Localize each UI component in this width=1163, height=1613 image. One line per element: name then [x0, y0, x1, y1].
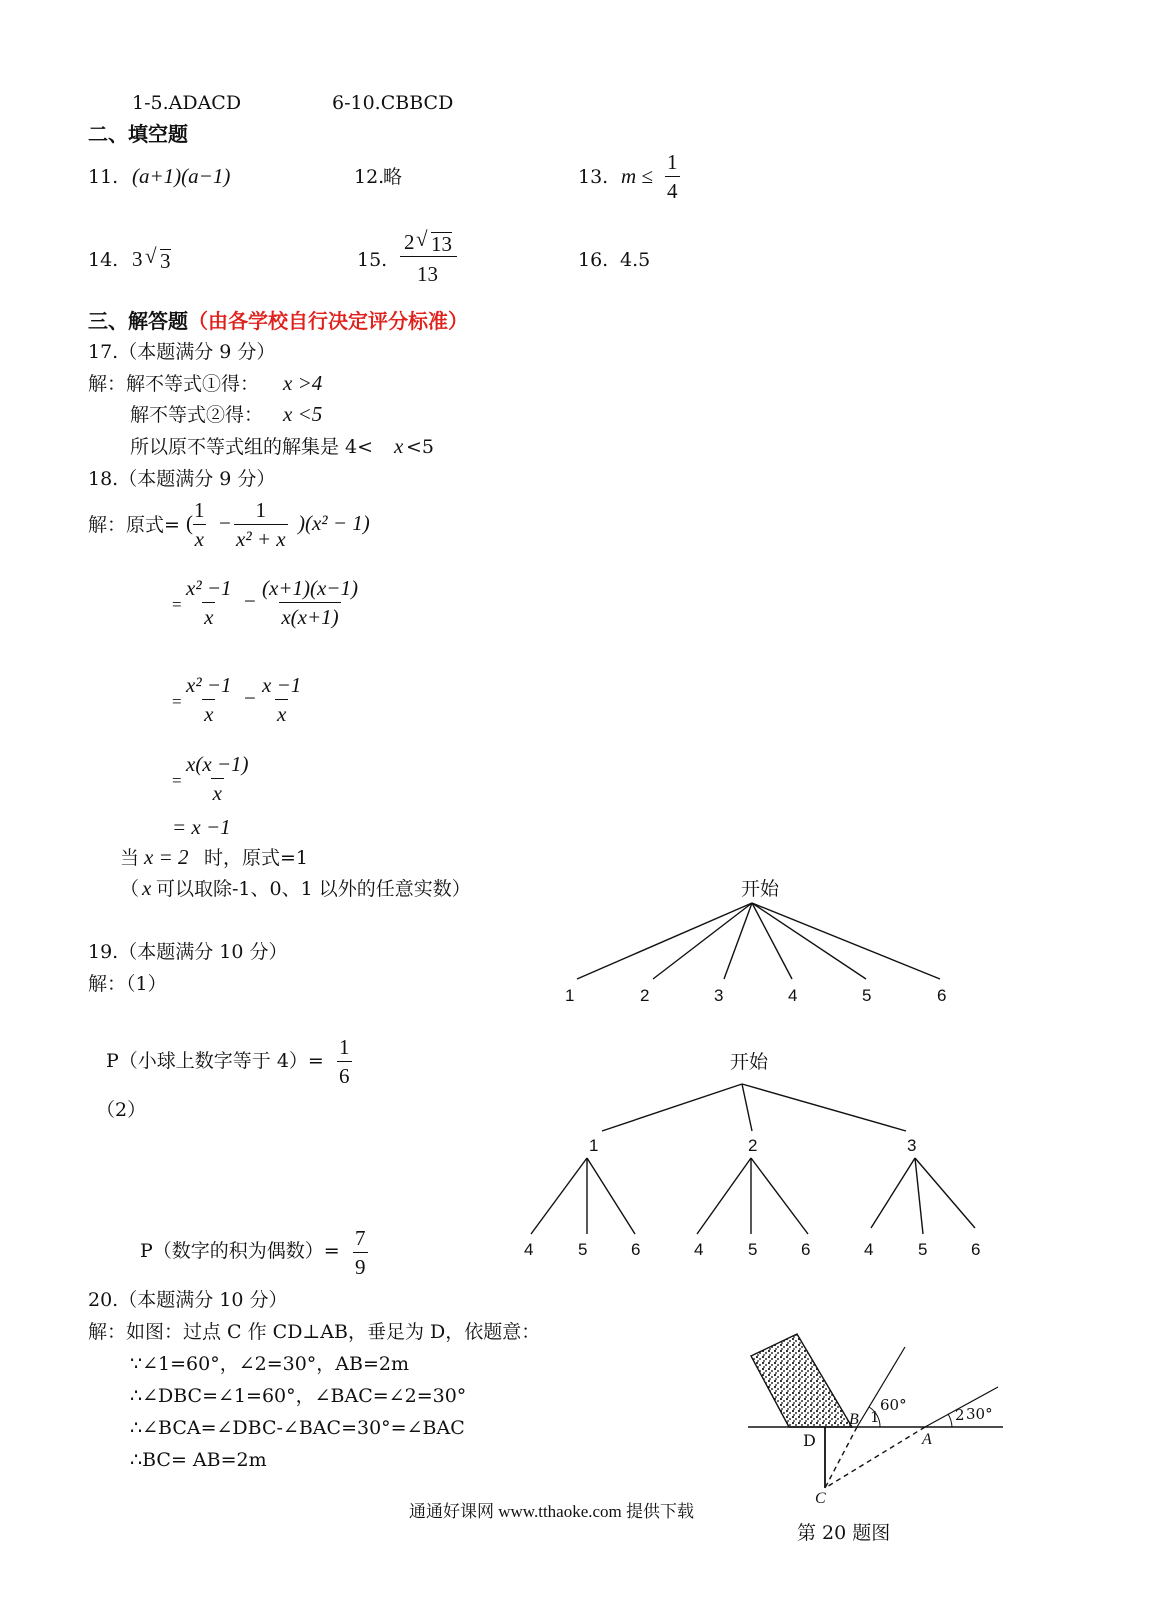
fig-label-c: C	[815, 1490, 826, 1507]
q14-number: 14.	[88, 249, 119, 271]
q18-step4-frac-num: x(x −1)	[186, 752, 249, 776]
tree1-leaf-1: 1	[565, 986, 575, 1005]
q13-number: 13.	[578, 166, 609, 188]
q18-step1-frac1-den: x	[193, 524, 206, 551]
q18-step1-frac1-num: 1	[194, 498, 205, 522]
q14-coefficient: 3	[132, 247, 143, 271]
q15-denominator: 13	[417, 262, 438, 286]
q18-step3-frac1-num: x² −1	[186, 673, 232, 697]
q17-line2: 解不等式②得：	[130, 404, 264, 426]
q18-step3-frac2-num: x −1	[262, 673, 302, 697]
q19-part2: （2）	[96, 1099, 147, 1121]
tree2-leaf-1-5: 5	[578, 1240, 588, 1259]
q16-number: 16.	[578, 249, 609, 271]
footer-text: 通通好课网 www.tthaoke.com 提供下载	[409, 1502, 695, 1521]
q18-step5: = x −1	[172, 815, 231, 839]
q18-prefix: 解：原式=	[88, 514, 180, 536]
tree1-root: 开始	[741, 878, 780, 900]
q17-line3: 所以原不等式组的解集是 4<	[130, 436, 374, 458]
fig-label-1: 1	[870, 1408, 880, 1426]
q20-title: 20.（本题满分 10 分）	[88, 1289, 288, 1311]
fig-label-d: D	[803, 1431, 816, 1450]
q17-line3-end: <5	[406, 436, 435, 458]
tree1-leaf-2: 2	[640, 986, 650, 1005]
tree2-leaf-3-4: 4	[864, 1240, 874, 1259]
shadow-block	[751, 1334, 852, 1427]
q19-title: 19.（本题满分 10 分）	[88, 941, 288, 963]
q18-step3-frac1-den: x	[202, 699, 215, 726]
q18-step1-frac2-num: 1	[255, 498, 267, 522]
fill-blank-heading: 二、填空题	[88, 122, 188, 146]
q11-answer: (a+1)(a−1)	[132, 164, 231, 188]
dashed-ac	[825, 1427, 925, 1488]
fig-angle-30: 30°	[966, 1405, 993, 1423]
q19-p1-den: 6	[337, 1061, 352, 1088]
tree2-leaf-3-6: 6	[971, 1240, 981, 1259]
solve-heading: 三、解答题	[88, 309, 188, 333]
tree2-leaf-2-6: 6	[801, 1240, 811, 1259]
fig-caption: 第 20 题图	[797, 1522, 891, 1544]
q12-number: 12.	[354, 166, 385, 188]
q18-step2-frac2-num: (x+1)(x−1)	[262, 576, 358, 600]
tree2-leaf-3-5: 5	[918, 1240, 928, 1259]
tree2-leaf-2-5: 5	[748, 1240, 758, 1259]
q19-p1-text: P（小球上数字等于 4）=	[106, 1050, 324, 1072]
q19-p2-text: P（数字的积为偶数）=	[140, 1240, 340, 1262]
q17-line3-var: x	[394, 434, 404, 458]
arc-angle-2	[948, 1414, 952, 1427]
q18-when-end: 时，原式=1	[204, 847, 309, 869]
tree1-leaf-5: 5	[862, 986, 872, 1005]
tree1-leaf-6: 6	[937, 986, 947, 1005]
tree2-root: 开始	[730, 1051, 769, 1073]
q20-line4: ∴∠BCA=∠DBC-∠BAC=30°=∠BAC	[130, 1417, 465, 1439]
grading-note: （由各学校自行决定评分标准）	[188, 309, 468, 333]
q18-step1-frac2-den: x² + x	[234, 524, 288, 551]
q20-line5: ∴BC= AB=2m	[130, 1449, 267, 1471]
fig-label-a: A	[922, 1431, 932, 1448]
q18-step1-minus: −	[219, 511, 231, 535]
q13-numerator: 1	[667, 150, 678, 174]
q18-step2-eq: =	[172, 595, 182, 614]
q18-step4-frac-den: x	[211, 778, 224, 805]
q20-line1: 解：如图：过点 C 作 CD⊥AB，垂足为 D，依题意：	[88, 1321, 541, 1343]
q15-coefficient: 2	[404, 230, 415, 254]
q18-step1-close: )(x² − 1)	[298, 511, 370, 535]
ray-60	[857, 1347, 905, 1427]
q18-step2-frac1-den: x	[202, 602, 215, 629]
q18-remark-var: x	[142, 876, 152, 900]
tree2-leaf-1-6: 6	[631, 1240, 641, 1259]
q17-line1-math: x >4	[283, 371, 323, 395]
q13-lhs: m ≤	[621, 164, 653, 188]
q18-step1-open: (	[186, 511, 193, 535]
fig-label-b: B	[849, 1411, 859, 1428]
q19-p1-num: 1	[339, 1035, 350, 1059]
q18-when-math: x = 2	[144, 845, 189, 869]
tree1-leaf-3: 3	[714, 986, 724, 1005]
q18-step2-minus: −	[244, 589, 256, 613]
q18-when: 当	[120, 847, 140, 869]
q18-remark-text: 可以取除-1、0、1 以外的任意实数）	[156, 878, 471, 900]
q16-answer: 4.5	[620, 249, 651, 271]
q18-step3-frac2-den: x	[275, 699, 288, 726]
q18-title: 18.（本题满分 9 分）	[88, 468, 276, 490]
q15-sqrt-symbol: √	[416, 227, 428, 251]
tree2-leaf-2-4: 4	[694, 1240, 704, 1259]
tree2-leaf-1-4: 4	[524, 1240, 534, 1259]
q11-number: 11.	[88, 166, 119, 188]
q17-line2-math: x <5	[283, 402, 323, 426]
tree1-leaf-4: 4	[788, 986, 798, 1005]
q13-denominator: 4	[665, 176, 680, 203]
q17-title: 17.（本题满分 9 分）	[88, 341, 276, 363]
q19-p2-num: 7	[355, 1226, 366, 1250]
mc-answers-6-10: 6-10.CBBCD	[332, 92, 454, 114]
q19-p2-den: 9	[353, 1252, 368, 1279]
q19-part1: 解：（1）	[88, 973, 167, 995]
q18-step2-frac1-num: x² −1	[186, 576, 232, 600]
q18-remark-open: （	[120, 878, 140, 900]
q12-answer: 略	[383, 166, 403, 188]
q18-step4-eq: =	[172, 771, 182, 790]
q15-radicand: 13	[431, 232, 452, 256]
fig-angle-60: 60°	[880, 1396, 907, 1414]
q14-sqrt-symbol: √	[145, 244, 157, 268]
dashed-bc	[825, 1427, 857, 1488]
q17-line1: 解：解不等式①得：	[88, 373, 260, 395]
mc-answers-1-5: 1-5.ADACD	[132, 92, 242, 114]
q20-line2: ∵∠1=60°，∠2=30°，AB=2m	[130, 1353, 410, 1375]
q14-radicand: 3	[160, 249, 171, 273]
q20-line3: ∴∠DBC=∠1=60°，∠BAC=∠2=30°	[130, 1385, 467, 1407]
q18-step3-minus: −	[244, 686, 256, 710]
q15-number: 15.	[357, 249, 388, 271]
tree2-mid-3: 3	[907, 1136, 917, 1155]
q18-step2-frac2-den: x(x+1)	[279, 602, 340, 629]
fig-label-2: 2	[955, 1406, 965, 1424]
tree2-mid-2: 2	[748, 1136, 758, 1155]
tree2-mid-1: 1	[589, 1136, 599, 1155]
q18-step3-eq: =	[172, 692, 182, 711]
